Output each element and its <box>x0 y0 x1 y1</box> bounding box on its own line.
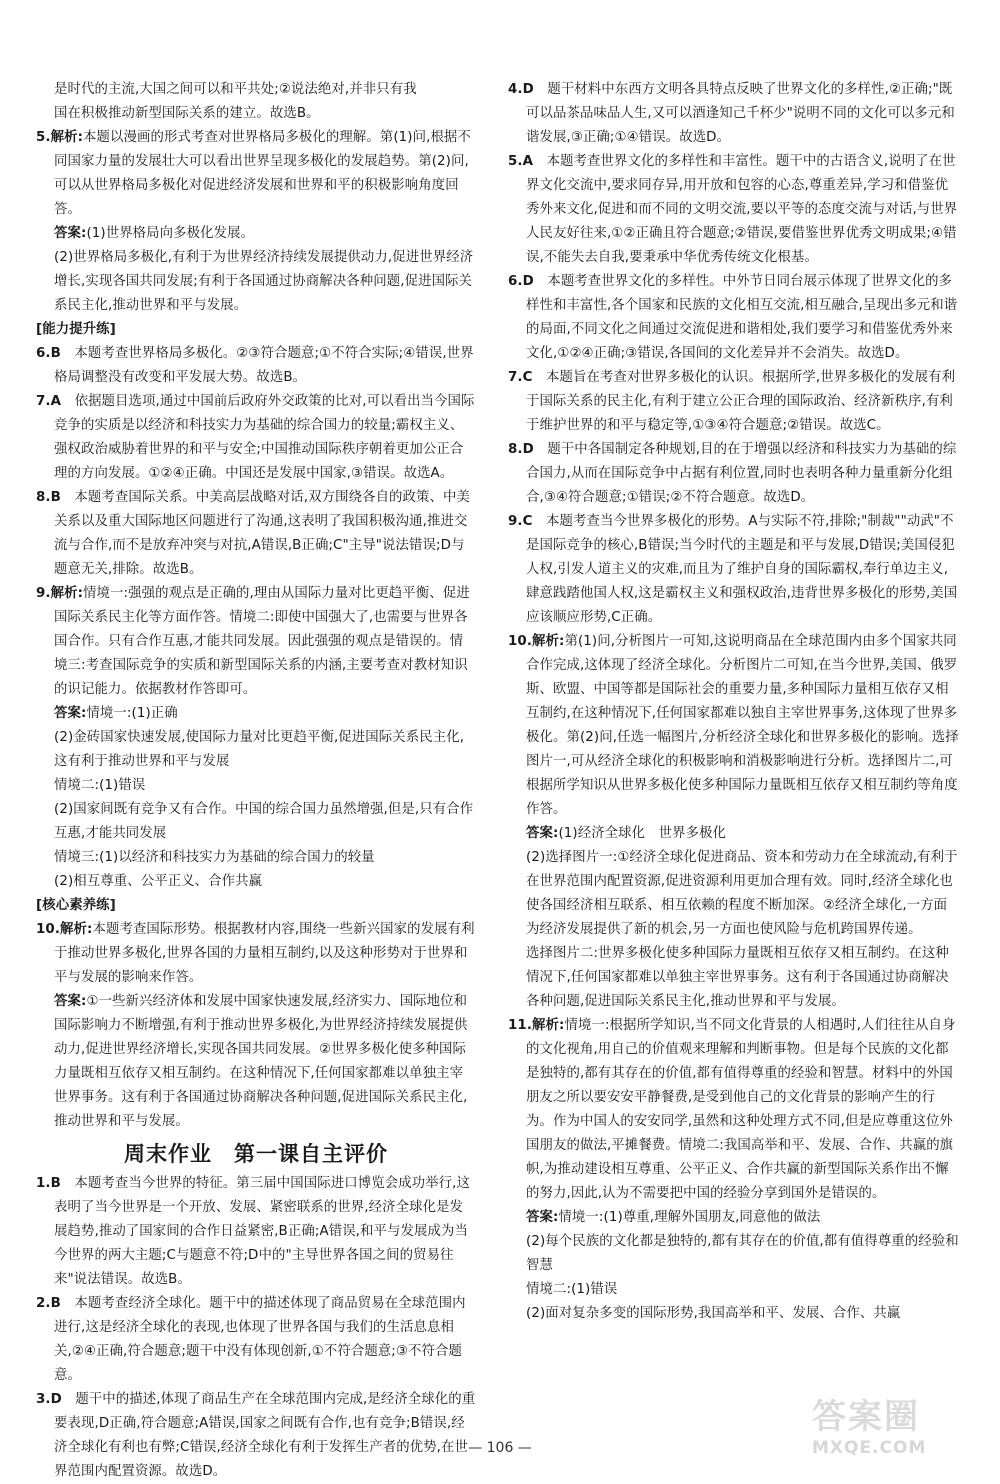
answer-text: (2)金砖国家快速发展,使国际力量对比更趋平衡,促进国际关系民主化,这有利于推动世界和平与发展 <box>54 730 465 769</box>
question-number: 5.A <box>508 154 534 169</box>
question-number: 3.D <box>36 1392 62 1407</box>
answer-text: (2)相互尊重、公平正义、合作共赢 <box>54 874 263 889</box>
question-number: 7.C <box>508 370 533 385</box>
answer-text: ①一些新兴经济体和发展中国家快速发展,经济实力、国际地位和国际影响力不断增强,有利于推动世界多极化,为世界经济持续发展提供动力,促进世界经济增长,实现各国共同发展。②世界多极化使多种国际力量既相互依存又相互制约。在这种情况下,任何国家都难以单独主宰世界事务。这有利于各国通过协商解决各种问题,促进国际关系民主化,推动世界和平与发展。 <box>54 994 468 1129</box>
answer-text: 情境一:(1)正确 <box>86 706 178 721</box>
question-text: 情境一:根据所学知识,当不同文化背景的人相遇时,人们往往从自身的文化视角,用自己的价值观来理解和判断事物。但是每个民族的文化都是独特的,都有其存在的价值,都有值得尊重的经验和智慧。材料中的外国朋友之所以要安安平静餐费,是受到他自己的文化背景的影响产生的行为。作为中国人的安安同学,虽然和这种处理方式不同,但是应尊重这位外国朋友的做法,平摊餐费。情境二:我国高举和平、发展、合作、共赢的旗帜,为推动建设相互尊重、公平正义、合作共赢的新型国际关系作出不懈的努力,因此,认为不需要把中国的经验分享到国外是错误的。 <box>526 1018 956 1201</box>
weekend-question-1 <box>36 1172 476 1292</box>
answer-block <box>36 702 476 726</box>
question-number: 1.B <box>36 1176 61 1191</box>
question-text: 本题考查国际关系。中美高层战略对话,双方围绕各自的政策、中美关系以及重大国际地区问题进行了沟通,这表明了我国积极沟通,推进交流与合作,而不是放弃冲突与对抗,A错误,B正确;C"主导"说法错误;D与题意无关,排除。故选B。 <box>54 490 471 577</box>
answer-text: (1)经济全球化 世界多极化 <box>558 826 727 841</box>
question-9 <box>508 510 960 630</box>
left-column <box>36 78 476 1484</box>
question-number: 9.C <box>508 514 533 529</box>
question-text: 本题考查当今世界的特征。第三届中国国际进口博览会成功举行,这表明了当今世界是一个开放、发展、紧密联系的世界,经济全球化是发展趋势,推动了国家间的合作日益紧密,B正确;A错误,和平与发展成为当今世界的两大主题;C与题意不符;D中的"主导世界各国之间的贸易往来"说法错误。故选B。 <box>54 1176 471 1287</box>
question-text: 题干材料中东西方文明各具特点反映了世界文化的多样性,②正确;"既可以品茶品味品人生,又可以酒逢知己千杯少"说明不同的文化可以多元和谐发展,③正确;①④错误。故选D。 <box>526 82 955 145</box>
question-5 <box>508 150 960 270</box>
analysis-label: 解析: <box>50 130 84 145</box>
question-number: 2.B <box>36 1296 61 1311</box>
analysis-label: 解析: <box>60 922 93 937</box>
answer-label: 答案: <box>54 994 87 1009</box>
question-number: 7.A <box>36 394 62 409</box>
analysis-label: 解析: <box>532 634 565 649</box>
answer-label: 答案: <box>526 826 559 841</box>
question-text: 本题以漫画的形式考查对世界格局多极化的理解。第(1)问,根据不同国家力量的发展壮大可以看出世界呈现多极化的发展趋势。第(2)问,可以从世界格局多极化对促进经济发展和世界和平的积极影响角度回答。 <box>54 130 471 217</box>
question-5 <box>36 126 476 222</box>
answer-text: (2)国家间既有竞争又有合作。中国的综合国力虽然增强,但是,只有合作互惠,才能共同发展 <box>54 802 474 841</box>
question-7 <box>36 390 476 486</box>
analysis-label: 解析: <box>532 1018 565 1033</box>
question-text: 题干中各国制定各种规划,目的在于增强以经济和科技实力为基础的综合国力,从而在国际竞争中占据有利位置,同时也表明各种力量重新分化组合,③④符合题意;①错误;②不符合题意。故选D。 <box>526 442 957 505</box>
question-number: 11. <box>508 1018 533 1033</box>
question-number: 10. <box>508 634 533 649</box>
question-text: 题干中的描述,体现了商品生产在全球范围内完成,是经济全球化的重要表现,D正确,符合题意;A错误,国家之间既有合作,也有竞争;B错误,经济全球化有利也有弊;C错误,经济全球化有利于发挥生产者的优势,在世界范围内配置资源。故选D。 <box>54 1392 476 1479</box>
answer-block <box>36 222 476 246</box>
analysis-label: 解析: <box>50 586 84 601</box>
question-text: 第(1)问,分析图片一可知,这说明商品在全球范围内由多个国家共同合作完成,这体现了经济全球化。分析图片二可知,在当今世界,美国、俄罗斯、欧盟、中国等都是国际社会的重要力量,多种国际力量相互依存又相互制约,在这种情况下,任何国家都难以独自主宰世界事务,这体现了世界多极化。第(2)问,任选一幅图片,分析经济全球化和世界多极化的影响。选择图片一,可从经济全球化的积极影响和消极影响进行分析。选择图片二,可根据所学知识从世界多极化使多种国际力量既相互依存又相互制约等角度作答。 <box>526 634 959 817</box>
question-text: 本题考查世界文化的多样性。中外节日同台展示体现了世界文化的多样性和丰富性,各个国家和民族的文化相互交流,相互融合,呈现出多元和谐的局面,不同文化之间通过交流促进和谐相处,我们要学习和借鉴优秀外来文化,①②④正确;③错误,各国间的文化差异并不会消失。故选D。 <box>526 274 958 361</box>
weekend-question-2 <box>36 1292 476 1388</box>
section-heading: [核心素养练] <box>36 898 116 913</box>
page-title: 周末作业 第一课自主评价 <box>124 1141 388 1166</box>
question-7 <box>508 366 960 438</box>
answer-label: 答案: <box>54 706 87 721</box>
watermark-url: MXQE.COM <box>812 1438 927 1458</box>
question-text: 本题考查世界格局多极化。②③符合题意;①不符合实际;④错误,世界格局调整没有改变和平发展大势。故选B。 <box>54 346 474 385</box>
answer-text: (1)世界格局向多极化发展。 <box>86 226 255 241</box>
question-10 <box>36 918 476 990</box>
right-column <box>508 78 960 1326</box>
answer-text: 选择图片二:世界多极化使多种国际力量既相互依存又相互制约。在这种情况下,任何国家都难以单独主宰世界事务。这有利于各国通过协商解决各种问题,促进国际关系民主化,推动世界和平与发展。 <box>526 946 949 1009</box>
answer-label: 答案: <box>526 1210 559 1225</box>
answer-text: (2)选择图片一:①经济全球化促进商品、资本和劳动力在全球流动,有利于在世界范围内配置资源,促进资源利用更加合理有效。同时,经济全球化也使各国经济相互联系、相互依赖的程度不断加深。②经济全球化,一方面为经济发展提供了新的机会,另一方面也使风险与危机跨国界传递。 <box>526 850 958 937</box>
question-number: 9. <box>36 586 51 601</box>
question-4 <box>508 78 960 150</box>
question-11 <box>508 1014 960 1206</box>
page-number: — 106 — <box>468 1440 532 1456</box>
answer-text: 情境三:(1)以经济和科技实力为基础的综合国力的较量 <box>54 850 375 865</box>
answer-text: 情境二:(1)错误 <box>54 778 146 793</box>
answer-text: 情境二:(1)错误 <box>526 1282 618 1297</box>
answer-block <box>508 1206 960 1230</box>
question-number: 8.B <box>36 490 61 505</box>
question-number: 6.D <box>508 274 534 289</box>
question-8 <box>508 438 960 510</box>
question-text: 本题旨在考查对世界多极化的认识。根据所学,世界多极化的发展有利于国际关系的民主化,有利于建立公正合理的国际政治、经济新秩序,有利于维护世界的和平与稳定等,①③④符合题意;②错误。故选C。 <box>526 370 956 433</box>
answer-text: (2)每个民族的文化都是独特的,都有其存在的价值,都有值得尊重的经验和智慧 <box>526 1234 959 1273</box>
question-8 <box>36 486 476 582</box>
text-line: 国在积极推动新型国际关系的建立。故选B。 <box>54 106 320 121</box>
question-6 <box>508 270 960 366</box>
section-heading: [能力提升练] <box>36 322 116 337</box>
answer-text: 情境一:(1)尊重,理解外国朋友,同意他的做法 <box>558 1210 821 1225</box>
question-number: 8.D <box>508 442 534 457</box>
question-number: 6.B <box>36 346 61 361</box>
watermark-mark: 答案圈 <box>812 1397 920 1437</box>
answer-block <box>36 990 476 1134</box>
question-number: 5. <box>36 130 51 145</box>
question-text: 本题考查经济全球化。题干中的描述体现了商品贸易在全球范围内进行,这是经济全球化的表现,也体现了世界各国与我们的生活息息相关,②④正确,符合题意;题干中没有体现创新,①不符合题意;③不符合题意。 <box>54 1296 466 1383</box>
question-number: 10. <box>36 922 61 937</box>
weekend-question-3 <box>36 1388 476 1484</box>
question-6 <box>36 342 476 390</box>
question-text: 依据题目选项,通过中国前后政府外交政策的比对,可以看出当今国际竞争的实质是以经济和科技实力为基础的综合国力的较量;霸权主义、强权政治威胁着世界的和平与安全;中国推动国际秩序朝着更加公正合理的方向发展。①②④正确。中国还是发展中国家,③错误。故选A。 <box>54 394 475 481</box>
answer-text: (2)面对复杂多变的国际形势,我国高举和平、发展、合作、共赢 <box>526 1306 901 1321</box>
answer-block <box>508 822 960 846</box>
question-number: 4.D <box>508 82 534 97</box>
question-9 <box>36 582 476 702</box>
answer-text: (2)世界格局多极化,有利于为世界经济持续发展提供动力,促进世界经济增长,实现各国共同发展;有利于各国通过协商解决各种问题,促进国际关系民主化,推动世界和平与发展。 <box>54 250 474 313</box>
question-text: 情境一:强强的观点是正确的,理由从国际力量对比更趋平衡、促进国际关系民主化等方面作答。情境二:即使中国强大了,也需要与世界各国合作。只有合作互惠,才能共同发展。因此强强的观点是错误的。情境三:考查国际竞争的实质和新型国际关系的内涵,主要考查对教材知识的识记能力。依据教材作答即可。 <box>54 586 470 697</box>
question-text: 本题考查国际形势。根据教材内容,围绕一些新兴国家的发展有利于推动世界多极化,世界各国的力量相互制约,以及这种形势对于世界和平与发展的影响来作答。 <box>54 922 475 985</box>
question-10 <box>508 630 960 822</box>
question-text: 本题考查世界文化的多样性和丰富性。题干中的古语含义,说明了在世界文化交流中,要求同存异,用开放和包容的心态,尊重差异,学习和借鉴优秀外来文化,促进和而不同的文明交流,要以平等的态度交流与对话,与世界人民友好往来,①②正确且符合题意;②错误,要借鉴世界优秀文明成果;④错误,不能失去自我,要秉承中华优秀传统文化根基。 <box>526 154 958 265</box>
answer-label: 答案: <box>54 226 87 241</box>
question-text: 本题考查当今世界多极化的形势。A与实际不符,排除;"制裁""动武"不是国际竞争的核心,B错误;当今时代的主题是和平与发展,D错误;美国侵犯人权,引发人道主义的灾难,而且为了维护自身的国际霸权,奉行单边主义,肆意践踏他国人权,这是霸权主义和强权政治,违背世界多极化的形势,美国应该顺应形势,C正确。 <box>526 514 958 625</box>
watermark-logo <box>812 1389 982 1463</box>
text-line: 是时代的主流,大国之间可以和平共处;②说法绝对,并非只有我 <box>54 82 417 97</box>
